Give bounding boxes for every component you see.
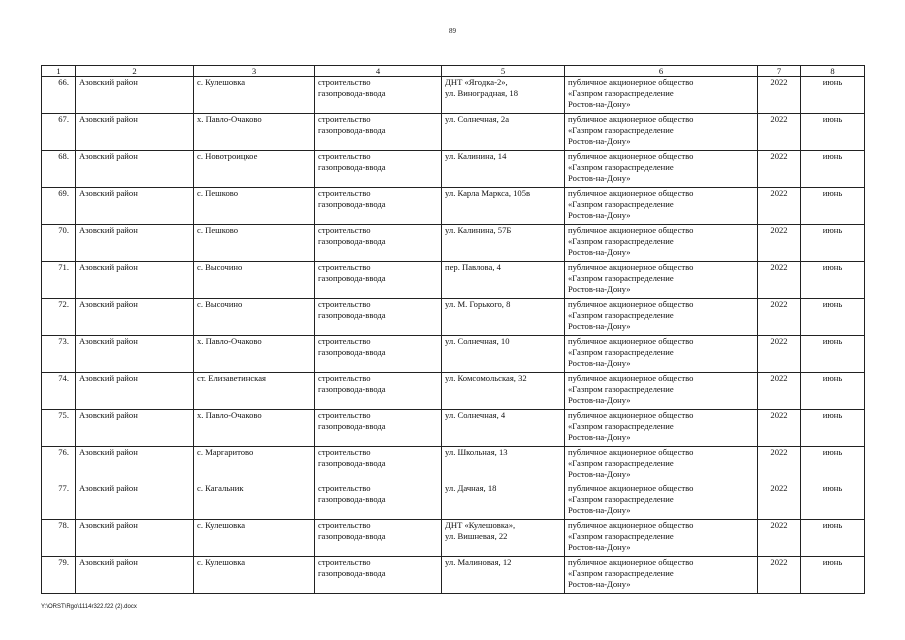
cell-address bbox=[442, 114, 565, 151]
header-col-8: 8 bbox=[801, 66, 865, 77]
cell-month: июнь bbox=[801, 225, 865, 262]
cell-owner-line: публичное акционерное общество bbox=[568, 188, 694, 198]
cell-locality: с. Маргаритово bbox=[194, 447, 315, 484]
cell-number: 71. bbox=[42, 262, 76, 299]
cell-work-type bbox=[315, 299, 442, 336]
cell-owner-line: «Газпром газораспределение bbox=[568, 384, 674, 394]
cell-owner-line: Ростов-на-Дону» bbox=[568, 136, 631, 146]
cell-address bbox=[442, 262, 565, 299]
cell-address-line: ул. Калинина, 57Б bbox=[445, 225, 512, 235]
cell-address-line: ул. Дачная, 18 bbox=[445, 483, 497, 493]
cell-locality: х. Павло-Очаково bbox=[194, 336, 315, 373]
cell-address-line: ДНТ «Кулешовка», bbox=[445, 520, 516, 530]
cell-work-type bbox=[315, 520, 442, 557]
cell-number: 75. bbox=[42, 410, 76, 447]
cell-work-type bbox=[315, 336, 442, 373]
cell-district: Азовский район bbox=[76, 188, 194, 225]
cell-district: Азовский район bbox=[76, 262, 194, 299]
header-col-4: 4 bbox=[315, 66, 442, 77]
cell-work-type-line: газопровода-ввода bbox=[318, 88, 386, 98]
cell-number: 79. bbox=[42, 557, 76, 594]
footer-file-path: Y:\ORST\Rgo\1114r322.f22 (2).docx bbox=[41, 604, 137, 610]
cell-owner-line: Ростов-на-Дону» bbox=[568, 284, 631, 294]
cell-month: июнь bbox=[801, 373, 865, 410]
cell-district: Азовский район bbox=[76, 77, 194, 114]
cell-owner-line: публичное акционерное общество bbox=[568, 373, 694, 383]
cell-work-type bbox=[315, 114, 442, 151]
cell-work-type-line: строительство bbox=[318, 483, 371, 493]
cell-owner bbox=[565, 373, 758, 410]
cell-work-type bbox=[315, 225, 442, 262]
cell-number: 66. bbox=[42, 77, 76, 114]
cell-year: 2022 bbox=[758, 262, 801, 299]
cell-owner-line: Ростов-на-Дону» bbox=[568, 321, 631, 331]
cell-work-type bbox=[315, 483, 442, 520]
cell-owner bbox=[565, 410, 758, 447]
cell-work-type-line: газопровода-ввода bbox=[318, 458, 386, 468]
cell-work-type-line: газопровода-ввода bbox=[318, 310, 386, 320]
cell-work-type bbox=[315, 557, 442, 594]
cell-district: Азовский район bbox=[76, 447, 194, 484]
cell-year: 2022 bbox=[758, 188, 801, 225]
table-row bbox=[42, 336, 865, 373]
cell-year: 2022 bbox=[758, 520, 801, 557]
header-col-3: 3 bbox=[194, 66, 315, 77]
cell-work-type-line: строительство bbox=[318, 410, 371, 420]
cell-work-type-line: газопровода-ввода bbox=[318, 568, 386, 578]
cell-owner-line: «Газпром газораспределение bbox=[568, 458, 674, 468]
cell-work-type-line: строительство bbox=[318, 447, 371, 457]
cell-work-type-line: газопровода-ввода bbox=[318, 347, 386, 357]
cell-district: Азовский район bbox=[76, 299, 194, 336]
cell-owner-line: «Газпром газораспределение bbox=[568, 236, 674, 246]
cell-owner-line: Ростов-на-Дону» bbox=[568, 358, 631, 368]
cell-work-type-line: газопровода-ввода bbox=[318, 384, 386, 394]
cell-district: Азовский район bbox=[76, 373, 194, 410]
cell-address-line: пер. Павлова, 4 bbox=[445, 262, 501, 272]
cell-owner-line: «Газпром газораспределение bbox=[568, 494, 674, 504]
cell-number: 73. bbox=[42, 336, 76, 373]
cell-owner-line: публичное акционерное общество bbox=[568, 410, 694, 420]
cell-address-line: ул. Виноградная, 18 bbox=[445, 88, 518, 98]
cell-year: 2022 bbox=[758, 336, 801, 373]
cell-owner-line: «Газпром газораспределение bbox=[568, 421, 674, 431]
cell-work-type-line: газопровода-ввода bbox=[318, 125, 386, 135]
cell-address-line: ул. М. Горького, 8 bbox=[445, 299, 511, 309]
cell-owner-line: Ростов-на-Дону» bbox=[568, 173, 631, 183]
cell-address bbox=[442, 151, 565, 188]
table-row bbox=[42, 557, 865, 594]
cell-owner-line: публичное акционерное общество bbox=[568, 225, 694, 235]
cell-owner-line: «Газпром газораспределение bbox=[568, 347, 674, 357]
cell-owner-line: «Газпром газораспределение bbox=[568, 125, 674, 135]
cell-district: Азовский район bbox=[76, 520, 194, 557]
cell-owner-line: Ростов-на-Дону» bbox=[568, 542, 631, 552]
cell-work-type-line: строительство bbox=[318, 114, 371, 124]
cell-locality: с. Пешково bbox=[194, 225, 315, 262]
cell-work-type-line: газопровода-ввода bbox=[318, 199, 386, 209]
cell-owner-line: публичное акционерное общество bbox=[568, 151, 694, 161]
cell-owner bbox=[565, 336, 758, 373]
cell-number: 72. bbox=[42, 299, 76, 336]
cell-work-type-line: строительство bbox=[318, 557, 371, 567]
cell-locality: с. Высочино bbox=[194, 262, 315, 299]
cell-owner bbox=[565, 151, 758, 188]
page-number: 89 bbox=[449, 27, 456, 35]
cell-work-type-line: строительство bbox=[318, 225, 371, 235]
cell-owner-line: публичное акционерное общество bbox=[568, 557, 694, 567]
cell-address bbox=[442, 557, 565, 594]
cell-district: Азовский район bbox=[76, 114, 194, 151]
cell-number: 70. bbox=[42, 225, 76, 262]
cell-address bbox=[442, 225, 565, 262]
cell-number: 68. bbox=[42, 151, 76, 188]
cell-month: июнь bbox=[801, 336, 865, 373]
cell-owner-line: Ростов-на-Дону» bbox=[568, 432, 631, 442]
cell-work-type bbox=[315, 77, 442, 114]
cell-address bbox=[442, 336, 565, 373]
table-row bbox=[42, 373, 865, 410]
cell-year: 2022 bbox=[758, 483, 801, 520]
cell-address-line: ул. Вишневая, 22 bbox=[445, 531, 508, 541]
cell-district: Азовский район bbox=[76, 336, 194, 373]
cell-number: 77. bbox=[42, 483, 76, 520]
cell-locality: с. Кулешовка bbox=[194, 520, 315, 557]
cell-work-type bbox=[315, 262, 442, 299]
cell-year: 2022 bbox=[758, 225, 801, 262]
cell-year: 2022 bbox=[758, 114, 801, 151]
cell-year: 2022 bbox=[758, 77, 801, 114]
cell-work-type-line: газопровода-ввода bbox=[318, 236, 386, 246]
cell-address-line: ул. Солнечная, 2а bbox=[445, 114, 510, 124]
cell-month: июнь bbox=[801, 262, 865, 299]
cell-year: 2022 bbox=[758, 410, 801, 447]
cell-owner-line: Ростов-на-Дону» bbox=[568, 505, 631, 515]
header-col-1: 1 bbox=[42, 66, 76, 77]
cell-address-line: ул. Солнечная, 10 bbox=[445, 336, 510, 346]
cell-owner-line: публичное акционерное общество bbox=[568, 520, 694, 530]
cell-work-type bbox=[315, 447, 442, 484]
cell-owner bbox=[565, 77, 758, 114]
cell-owner bbox=[565, 225, 758, 262]
cell-year: 2022 bbox=[758, 151, 801, 188]
header-col-7: 7 bbox=[758, 66, 801, 77]
cell-address-line: ул. Карла Маркса, 105в bbox=[445, 188, 531, 198]
cell-owner-line: Ростов-на-Дону» bbox=[568, 469, 631, 479]
cell-district: Азовский район bbox=[76, 410, 194, 447]
cell-district: Азовский район bbox=[76, 151, 194, 188]
cell-work-type-line: газопровода-ввода bbox=[318, 531, 386, 541]
cell-month: июнь bbox=[801, 114, 865, 151]
table-row bbox=[42, 188, 865, 225]
cell-owner-line: публичное акционерное общество bbox=[568, 336, 694, 346]
cell-number: 69. bbox=[42, 188, 76, 225]
cell-address-line: ул. Малиновая, 12 bbox=[445, 557, 512, 567]
cell-owner-line: публичное акционерное общество bbox=[568, 299, 694, 309]
cell-owner bbox=[565, 299, 758, 336]
cell-address bbox=[442, 373, 565, 410]
table-row bbox=[42, 262, 865, 299]
cell-work-type bbox=[315, 373, 442, 410]
cell-owner-line: «Газпром газораспределение bbox=[568, 88, 674, 98]
table-row bbox=[42, 520, 865, 557]
cell-number: 74. bbox=[42, 373, 76, 410]
cell-address bbox=[442, 188, 565, 225]
cell-address-line: ул. Солнечная, 4 bbox=[445, 410, 506, 420]
cell-locality: с. Кагальник bbox=[194, 483, 315, 520]
cell-locality: с. Высочино bbox=[194, 299, 315, 336]
cell-owner-line: Ростов-на-Дону» bbox=[568, 579, 631, 589]
cell-district: Азовский район bbox=[76, 225, 194, 262]
cell-owner-line: «Газпром газораспределение bbox=[568, 273, 674, 283]
cell-owner-line: «Газпром газораспределение bbox=[568, 199, 674, 209]
cell-work-type bbox=[315, 410, 442, 447]
cell-owner-line: «Газпром газораспределение bbox=[568, 162, 674, 172]
cell-owner-line: Ростов-на-Дону» bbox=[568, 210, 631, 220]
cell-owner bbox=[565, 114, 758, 151]
cell-owner-line: публичное акционерное общество bbox=[568, 77, 694, 87]
cell-locality: с. Кулешовка bbox=[194, 557, 315, 594]
cell-owner-line: «Газпром газораспределение bbox=[568, 310, 674, 320]
header-col-5: 5 bbox=[442, 66, 565, 77]
cell-locality: с. Новотроицкое bbox=[194, 151, 315, 188]
cell-month: июнь bbox=[801, 151, 865, 188]
table-row bbox=[42, 410, 865, 447]
cell-district: Азовский район bbox=[76, 557, 194, 594]
cell-locality: х. Павло-Очаково bbox=[194, 114, 315, 151]
cell-month: июнь bbox=[801, 188, 865, 225]
cell-number: 76. bbox=[42, 447, 76, 484]
cell-owner-line: публичное акционерное общество bbox=[568, 483, 694, 493]
cell-owner-line: Ростов-на-Дону» bbox=[568, 395, 631, 405]
header-col-2: 2 bbox=[76, 66, 194, 77]
cell-year: 2022 bbox=[758, 557, 801, 594]
table-body bbox=[42, 77, 865, 594]
cell-work-type-line: строительство bbox=[318, 336, 371, 346]
table-row bbox=[42, 225, 865, 262]
table-row bbox=[42, 447, 865, 484]
cell-owner-line: Ростов-на-Дону» bbox=[568, 247, 631, 257]
table-row bbox=[42, 151, 865, 188]
cell-work-type-line: строительство bbox=[318, 520, 371, 530]
cell-owner bbox=[565, 262, 758, 299]
cell-work-type-line: строительство bbox=[318, 262, 371, 272]
infrastructure-table bbox=[41, 65, 865, 594]
cell-owner bbox=[565, 447, 758, 484]
cell-year: 2022 bbox=[758, 447, 801, 484]
cell-address bbox=[442, 77, 565, 114]
cell-year: 2022 bbox=[758, 373, 801, 410]
cell-address bbox=[442, 299, 565, 336]
cell-owner-line: публичное акционерное общество bbox=[568, 114, 694, 124]
cell-work-type-line: газопровода-ввода bbox=[318, 494, 386, 504]
cell-work-type-line: газопровода-ввода bbox=[318, 421, 386, 431]
cell-owner-line: публичное акционерное общество bbox=[568, 262, 694, 272]
table-row bbox=[42, 77, 865, 114]
cell-address-line: ул. Калинина, 14 bbox=[445, 151, 507, 161]
cell-work-type-line: строительство bbox=[318, 188, 371, 198]
cell-owner-line: Ростов-на-Дону» bbox=[568, 99, 631, 109]
cell-month: июнь bbox=[801, 299, 865, 336]
cell-month: июнь bbox=[801, 410, 865, 447]
cell-owner-line: публичное акционерное общество bbox=[568, 447, 694, 457]
cell-address bbox=[442, 410, 565, 447]
cell-work-type-line: строительство bbox=[318, 77, 371, 87]
cell-work-type bbox=[315, 151, 442, 188]
cell-address bbox=[442, 483, 565, 520]
cell-month: июнь bbox=[801, 483, 865, 520]
cell-year: 2022 bbox=[758, 299, 801, 336]
cell-owner bbox=[565, 483, 758, 520]
header-col-6: 6 bbox=[565, 66, 758, 77]
cell-month: июнь bbox=[801, 557, 865, 594]
cell-owner bbox=[565, 188, 758, 225]
cell-owner bbox=[565, 557, 758, 594]
table-row bbox=[42, 299, 865, 336]
cell-district: Азовский район bbox=[76, 483, 194, 520]
cell-locality: с. Кулешовка bbox=[194, 77, 315, 114]
cell-month: июнь bbox=[801, 77, 865, 114]
table-row bbox=[42, 483, 865, 520]
cell-month: июнь bbox=[801, 520, 865, 557]
cell-address-line: ДНТ «Ягодка-2», bbox=[445, 77, 508, 87]
cell-work-type-line: строительство bbox=[318, 373, 371, 383]
cell-work-type-line: газопровода-ввода bbox=[318, 162, 386, 172]
cell-month: июнь bbox=[801, 447, 865, 484]
cell-locality: х. Павло-Очаково bbox=[194, 410, 315, 447]
cell-address bbox=[442, 447, 565, 484]
cell-address bbox=[442, 520, 565, 557]
table-header-row bbox=[42, 66, 865, 77]
cell-locality: ст. Елизаветинская bbox=[194, 373, 315, 410]
cell-address-line: ул. Комсомольская, 32 bbox=[445, 373, 527, 383]
cell-owner bbox=[565, 520, 758, 557]
cell-number: 78. bbox=[42, 520, 76, 557]
cell-address-line: ул. Школьная, 13 bbox=[445, 447, 508, 457]
table-row bbox=[42, 114, 865, 151]
cell-locality: с. Пешково bbox=[194, 188, 315, 225]
cell-work-type-line: строительство bbox=[318, 299, 371, 309]
cell-work-type-line: строительство bbox=[318, 151, 371, 161]
cell-owner-line: «Газпром газораспределение bbox=[568, 568, 674, 578]
cell-owner-line: «Газпром газораспределение bbox=[568, 531, 674, 541]
cell-work-type bbox=[315, 188, 442, 225]
cell-work-type-line: газопровода-ввода bbox=[318, 273, 386, 283]
cell-number: 67. bbox=[42, 114, 76, 151]
